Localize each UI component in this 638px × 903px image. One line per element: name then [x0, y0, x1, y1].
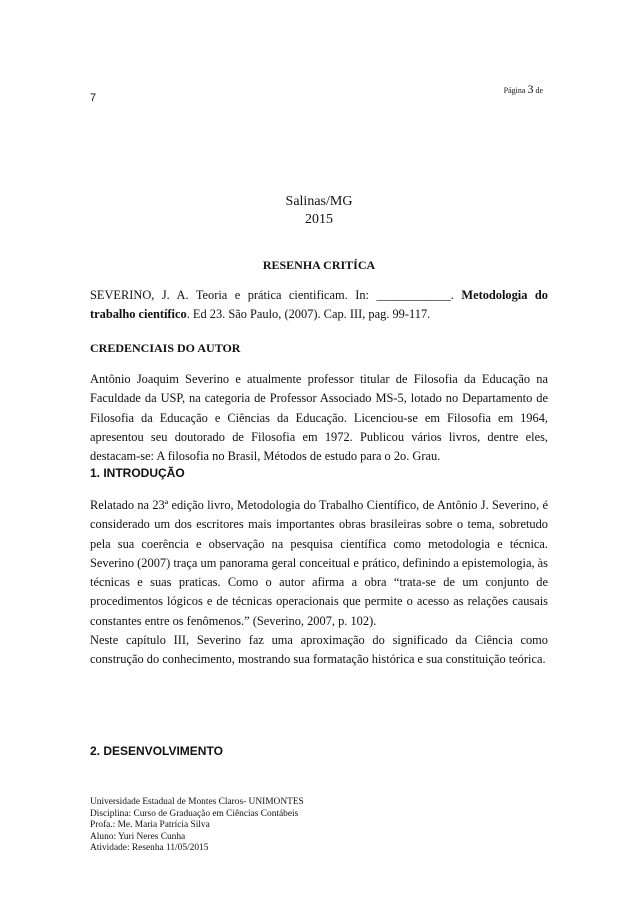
- footer-professor: Profa.: Me. Maria Patrícia Silva: [90, 820, 210, 831]
- reference: [90, 286, 548, 325]
- footer: [90, 797, 304, 855]
- reference-text-a: SEVERINO, J. A. Teoria e prática cientificam. In: ____________.: [90, 288, 462, 302]
- page-of: de: [535, 86, 543, 95]
- page-label: Página: [503, 86, 526, 95]
- introduction-paragraph-1: Relatado na 23ª edição livro, Metodologia do Trabalho Científico, de Antônio J. Severino, é considerado um dos escritores mais importantes obras brasileiras sobre o tema, sobretudo pela sua coerência e observação na pesquisa científica como metodologia e técnica. Severino (2007) traça um panorama geral conceitual e prático, definindo a epistemologia, às técnicas e suas praticas. Como o autor afirma a obra “trata-se de um conjunto de procedimentos lógicos e de técnicas operacionais que permite o acesso as relações causais constantes entre os fenômenos.” (Severino, 2007, p. 102).: [90, 498, 548, 628]
- credentials-heading: CREDENCIAIS DO AUTOR: [90, 341, 241, 355]
- development-heading: 2. DESENVOLVIMENTO: [90, 744, 223, 758]
- introduction-heading: 1. INTRODUÇÃO: [90, 466, 185, 480]
- reference-book-title: Metodologia do trabalho científico: [90, 288, 549, 322]
- reference-text-b: . Ed 23. São Paulo, (2007). Cap. III, pag. 99-117.: [186, 307, 431, 322]
- page-header: [504, 82, 543, 97]
- credentials-paragraph: Antônio Joaquim Severino e atualmente professor titular de Filosofia da Educação na Faculdade da USP, na categoria de Professor Associado MS-5, lotado no Departamento de Filosofia da Educação e Ciências da Educação. Licenciou-se em Filosofia em 1964, apresentou seu doutorado de Filosofia em 1972. Publicou vários livros, dentre eles, destacam-se: A filosofia no Brasil, Métodos de estudo para o 2o. Grau.: [90, 372, 548, 464]
- document-title: RESENHA CRITÍCA: [262, 258, 376, 272]
- year: 2015: [305, 212, 333, 227]
- footer-discipline: Disciplina: Curso de Graduação em Ciências Contábeis: [90, 808, 299, 819]
- page-number: 3: [527, 82, 534, 96]
- footer-student: Aluno: Yuri Neres Cunha: [90, 831, 186, 842]
- city: Salinas/MG: [285, 194, 353, 209]
- introduction-body: [90, 496, 548, 670]
- credentials-body: [90, 370, 548, 466]
- footer-university: Universidade Estadual de Montes Claros- UNIMONTES: [90, 797, 304, 807]
- page-total: 7: [90, 92, 97, 104]
- introduction-paragraph-2: Neste capítulo III, Severino faz uma aproximação do significado da Ciência como construção do conhecimento, mostrando sua formatação histórica e sua constituição teórica.: [90, 633, 548, 667]
- footer-activity: Atividade: Resenha 11/05/2015: [90, 843, 209, 854]
